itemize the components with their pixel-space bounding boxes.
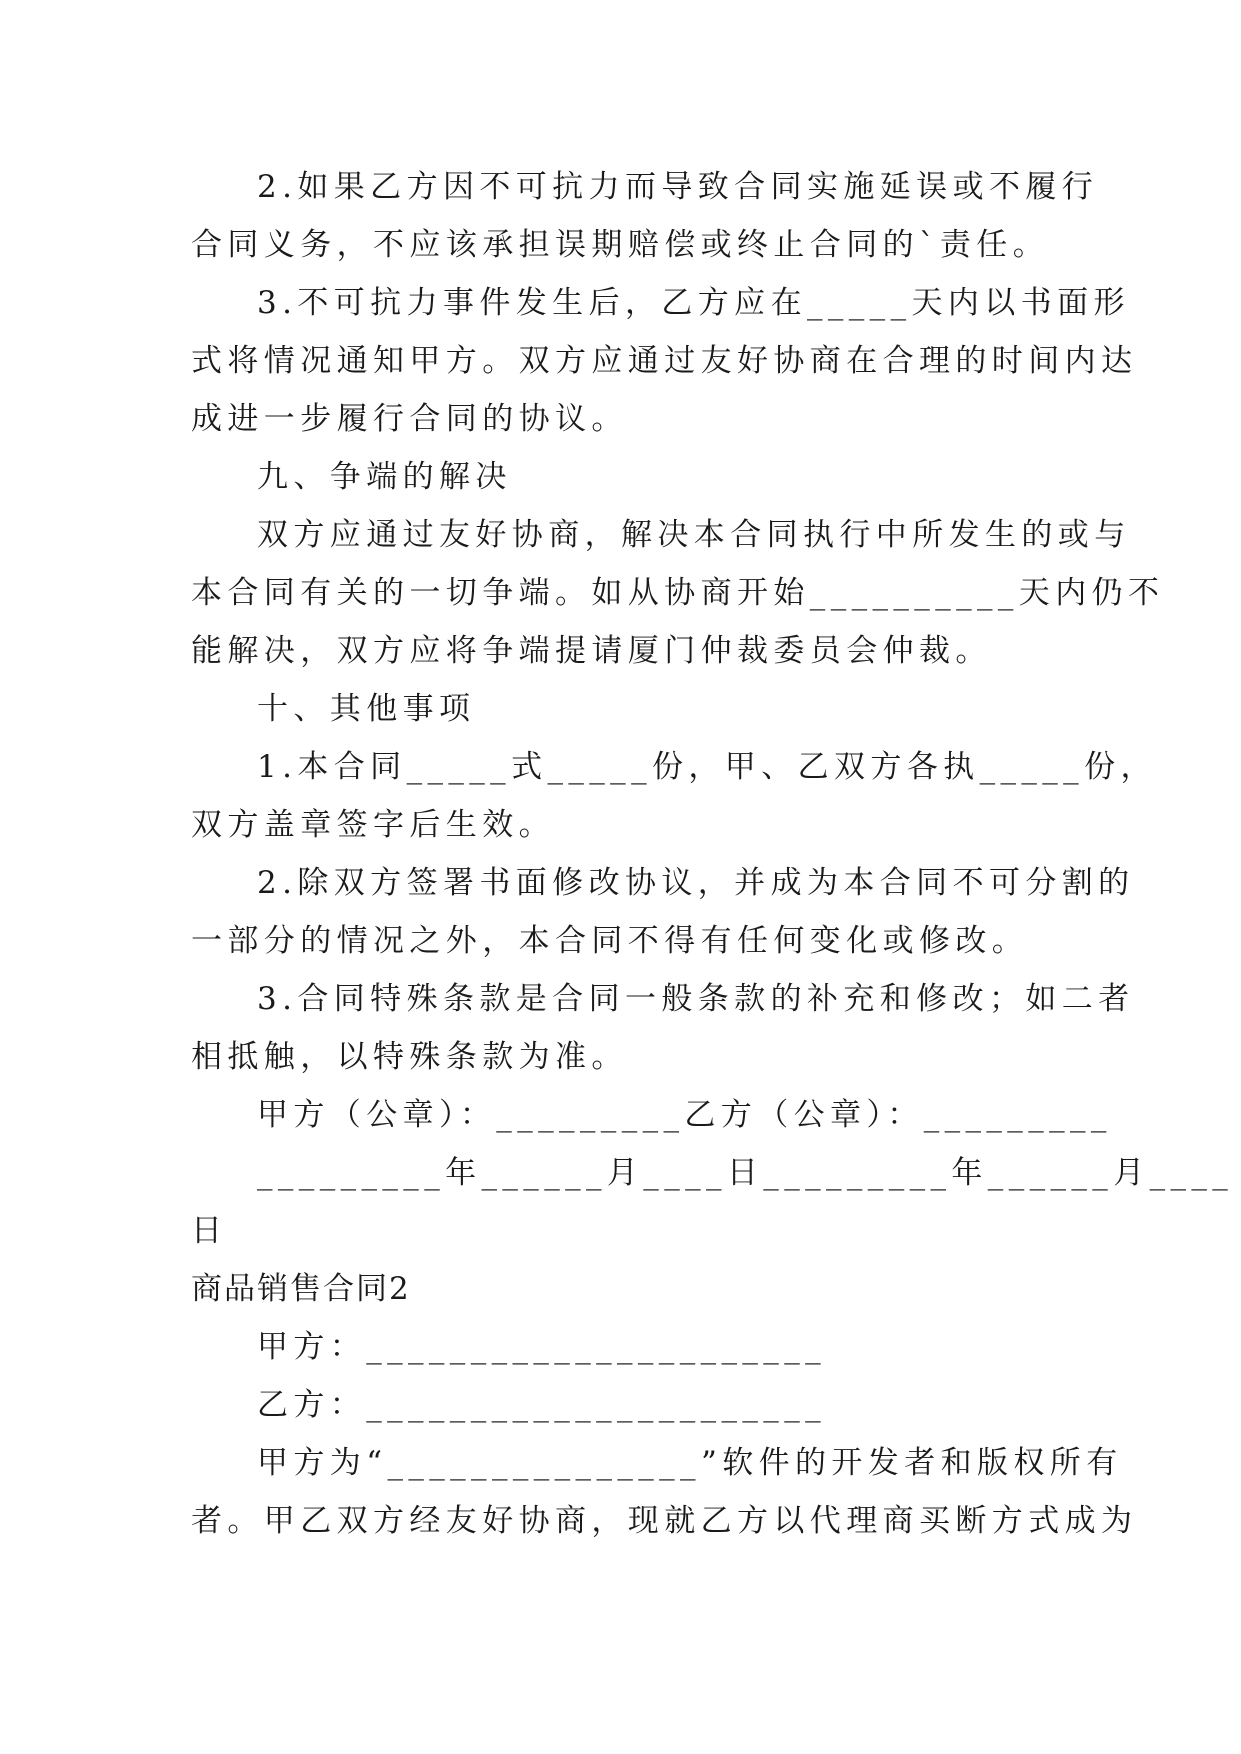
date-line-end: 日 — [191, 1213, 228, 1249]
text-line: 双方盖章签字后生效。 — [191, 807, 555, 843]
text-line: 本合同有关的一切争端。如从协商开始__________天内仍不 — [191, 575, 1165, 611]
text-line: 成进一步履行合同的协议。 — [191, 401, 628, 437]
text-line: 甲方为“_______________”软件的开发者和版权所有 — [257, 1445, 1123, 1481]
text-line: 1.本合同_____式_____份，甲、乙双方各执_____份， — [257, 749, 1157, 785]
party-a-line: 甲方：______________________ — [257, 1329, 826, 1365]
text-line: 3.合同特殊条款是合同一般条款的补充和修改；如二者 — [257, 981, 1135, 1017]
text-line: 2.如果乙方因不可抗力而导致合同实施延误或不履行 — [257, 169, 1099, 205]
signature-line: 甲方（公章）：_________乙方（公章）：_________ — [257, 1097, 1112, 1133]
text-line: 3.不可抗力事件发生后，乙方应在_____天内以书面形 — [257, 285, 1130, 321]
text-line: 相抵触，以特殊条款为准。 — [191, 1039, 628, 1075]
text-line: 能解决，双方应将争端提请厦门仲裁委员会仲裁。 — [191, 633, 992, 669]
text-line: 2.除双方签署书面修改协议，并成为本合同不可分割的 — [257, 865, 1135, 901]
party-b-line: 乙方：______________________ — [257, 1387, 826, 1423]
document-body — [191, 158, 1234, 1550]
text-line: 式将情况通知甲方。双方应通过友好协商在合理的时间内达 — [191, 343, 1138, 379]
document-title: 商品销售合同2 — [191, 1271, 411, 1307]
text-line: 者。甲乙双方经友好协商，现就乙方以代理商买断方式成为 — [191, 1503, 1138, 1539]
text-line: 一部分的情况之外，本合同不得有任何变化或修改。 — [191, 923, 1029, 959]
section-heading: 九、争端的解决 — [257, 459, 512, 495]
date-line: _________年______月____日_________年______月____ — [257, 1155, 1234, 1191]
section-heading: 十、其他事项 — [257, 691, 476, 727]
text-line: 合同义务，不应该承担误期赔偿或终止合同的`责任。 — [191, 227, 1050, 263]
text-line: 双方应通过友好协商，解决本合同执行中所发生的或与 — [257, 517, 1131, 553]
